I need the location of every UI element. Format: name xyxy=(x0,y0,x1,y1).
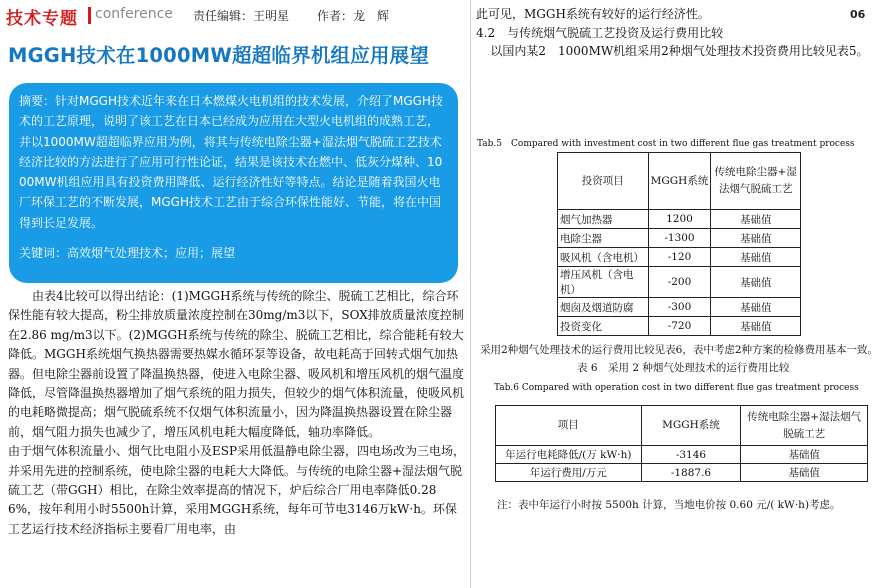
table-cell: -120 xyxy=(648,248,711,267)
investment-cost-table xyxy=(557,152,801,336)
table-cell: 投资变化 xyxy=(558,317,649,336)
table-row xyxy=(496,464,868,482)
section-brand: 技术专题 xyxy=(6,9,78,29)
table-header-cell: MGGH系统 xyxy=(648,153,711,210)
table-header-row xyxy=(496,406,868,446)
right-column-body xyxy=(476,5,881,61)
table-cell: 烟气加热器 xyxy=(558,210,649,229)
table-cell: 吸风机（含电机） xyxy=(558,248,649,267)
body-paragraph: 由表4比较可以得出结论：(1)MGGH系统与传统的除尘、脱硫工艺相比，综合环保性能有较大提高，粉尘排放质量浓度控制在30mg/m3以下，SOX排放质量浓度控制在2.86 mg/m3以下。(2)MGGH系统与传统的除尘、脱硫工艺相比，综合能耗有较大降低。MGGH系统烟气换热器需要热媒水循环泵等设备，故电耗高于回转式烟气加热器。但电除尘器前设置了降温换热器，使进入电除尘器、吸风机和增压风机的烟气温度降低，尽管降温换热器增加了烟气系统的阻力损失，但较少的烟气体积流量，使吸风机的电耗略微提高；烟气脱硫系统不仅烟气体积流量小，因为降温换热器设置在除尘器前，烟气阻力损失也减少了，增压风机电耗大幅度降低，轴功率降低。 xyxy=(8,289,465,439)
table-cell: 烟囱及烟道防腐 xyxy=(558,298,649,317)
table-cell: -1887.6 xyxy=(641,464,741,482)
article-title: MGGH技术在1000MW超超临界机组应用展望 xyxy=(8,44,430,67)
table-cell: 基础值 xyxy=(741,446,868,464)
table-row xyxy=(558,210,801,229)
table6-caption-cn: 表 6 采用 2 种烟气处理技术的运行费用比较 xyxy=(577,362,790,374)
table-cell: 基础值 xyxy=(711,210,801,229)
section-heading: 4.2 与传统烟气脱硫工艺投资及运行费用比较 xyxy=(476,25,724,40)
table-header-cell: 项目 xyxy=(496,406,642,446)
table-cell: 年运行电耗降低/(万 kW·h) xyxy=(496,446,642,464)
column-divider xyxy=(470,0,471,588)
body-paragraph: 此可见，MGGH系统有较好的运行经济性。 xyxy=(476,7,710,21)
table6-caption-en: Tab.6 Compared with operation cost in two different flue gas treatment process xyxy=(494,383,859,393)
abstract-box xyxy=(9,83,458,283)
table-row xyxy=(558,229,801,248)
table-row xyxy=(496,446,868,464)
table-header-row xyxy=(558,153,801,210)
brand-divider xyxy=(88,7,91,24)
table-cell: 1200 xyxy=(648,210,711,229)
table-cell: 基础值 xyxy=(711,248,801,267)
page-number: 06 xyxy=(850,8,866,21)
table-cell: 电除尘器 xyxy=(558,229,649,248)
table-cell: 基础值 xyxy=(711,298,801,317)
author-credit: 作者：龙 辉 xyxy=(317,9,390,23)
operation-cost-table xyxy=(495,405,868,482)
table-cell: 增压风机（含电机） xyxy=(558,267,649,298)
body-paragraph: 以国内某2 1000MW机组采用2种烟气处理技术投资费用比较见表5。 xyxy=(490,44,869,58)
table-header-cell: 传统电除尘器+湿法烟气脱硫工艺 xyxy=(711,153,801,210)
table-cell: -1300 xyxy=(648,229,711,248)
left-column-body xyxy=(8,287,466,539)
table6-note: 注：表中年运行小时按 5500h 计算，当地电价按 0.60 元/( kW·h)考虑。 xyxy=(497,499,841,511)
table-cell: 年运行费用/万元 xyxy=(496,464,642,482)
table-cell: 基础值 xyxy=(711,317,801,336)
table-cell: 基础值 xyxy=(741,464,868,482)
keywords: 关键词：高效烟气处理技术；应用；展望 xyxy=(19,246,236,261)
table-cell: -300 xyxy=(648,298,711,317)
table-header-cell: 投资项目 xyxy=(558,153,649,210)
table-header-cell: 传统电除尘器+湿法烟气脱硫工艺 xyxy=(741,406,868,446)
between-tables-text: 采用2种烟气处理技术的运行费用比较见表6，表中考虑2种方案的检修费用基本一致。 xyxy=(480,344,879,356)
section-brand-en: conference xyxy=(95,6,173,22)
table-row xyxy=(558,267,801,298)
table-cell: -200 xyxy=(648,267,711,298)
abstract-text: 摘要：针对MGGH技术近年来在日本燃煤火电机组的技术发展，介绍了MGGH技术的工艺原理，说明了该工艺在日本已经成为应用在大型火电机组的成熟工艺，并以1000MW超超临界应用为例，将其与传统电除尘器+湿法烟气脱硫工艺技术经济比较的方法进行了应用可行性论证，结果是该技术在燃中、低灰分煤种、1000MW机组应用具有投资费用降低、运行经济性好等特点。结论是随着我国火电厂环保工艺的不断发展，MGGH技术工艺由于综合环保性能好、节能，将在中国得到长足发展。 xyxy=(19,94,443,230)
table-cell: 基础值 xyxy=(711,267,801,298)
table-cell: -720 xyxy=(648,317,711,336)
table-header-cell: MGGH系统 xyxy=(641,406,741,446)
table-row xyxy=(558,317,801,336)
editor-credit: 责任编辑：王明星 xyxy=(193,9,290,23)
table-cell: 基础值 xyxy=(711,229,801,248)
body-paragraph: 由于烟气体积流量小、烟气比电阻小及ESP采用低温静电除尘器，四电场改为三电场，并采用先进的控制系统，使电除尘器的电耗大大降低。与传统的电除尘器+湿法烟气脱硫工艺（带GGH）相比，在除尘效率提高的情况下，炉后综合厂用电率降低0.286%，按年利用小时5500h计算，采用MGGH系统，每年可节电3146万kW·h。环保工艺运行技术经济指标主要看厂用电率，由 xyxy=(8,444,466,536)
table-row xyxy=(558,298,801,317)
table5-caption: Tab.5 Compared with investment cost in two different flue gas treatment process xyxy=(477,139,855,149)
table-row xyxy=(558,248,801,267)
table-cell: -3146 xyxy=(641,446,741,464)
